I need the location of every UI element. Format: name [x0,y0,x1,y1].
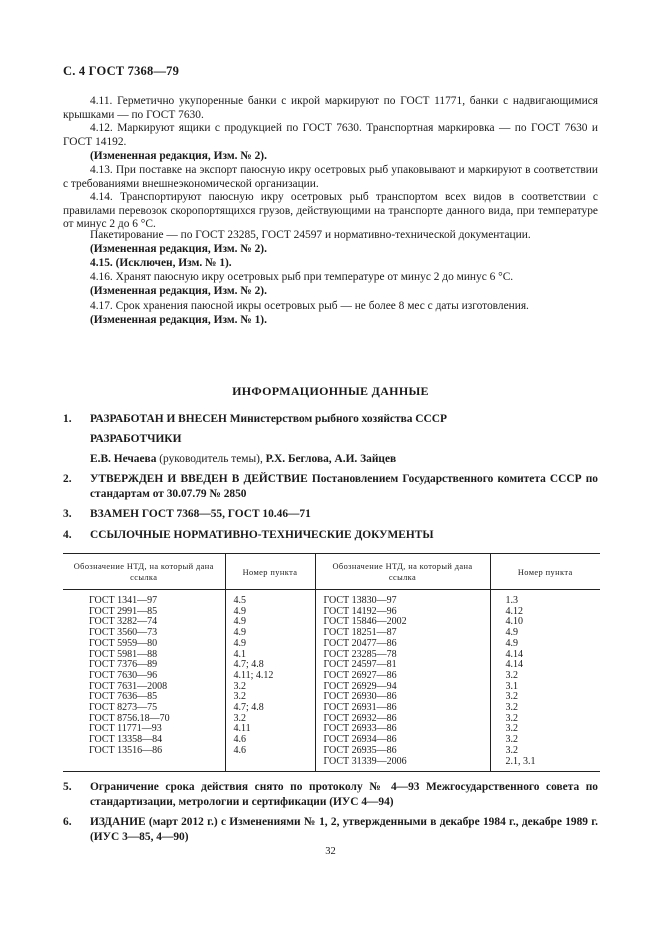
revision-note: (Измененная редакция, Изм. № 2). [90,243,267,255]
table-cell-doc: ГОСТ 26934—86 [323,734,397,746]
left-doc-list [89,596,225,757]
section-text: Министерством рыбного хозяйства СССР [229,413,447,425]
table-cell-doc: ГОСТ 23285—78 [323,648,397,660]
table-cell-item: 3.2 [505,702,518,714]
table-cell-item: 4.7; 4.8 [233,702,264,714]
developer-role: (руководитель темы), [159,453,263,465]
section-caps: РАЗРАБОТАН И ВНЕСЕН [90,413,227,425]
table-cell-item: 1.3 [505,595,518,606]
table-cell-doc: ГОСТ 26927—86 [323,669,397,681]
info-section-1 [63,412,598,427]
info-section-4 [63,528,598,543]
page-number: 32 [325,846,336,857]
revision-note: (Измененная редакция, Изм. № 2). [90,285,267,297]
table-cell-doc: ГОСТ 26935—86 [323,744,397,756]
info-section-3 [63,507,598,522]
col-header-doc: Обозначение НТД, на который дана ссылка [63,554,225,590]
para-4-11: 4.11. Герметично укупоренные банки с икрой маркируют по ГОСТ 11771, банки с надвигающимися крышками — по ГОСТ 7630. [63,95,598,121]
table-cell-item: 4.12 [505,605,523,617]
section-number: 6. [63,816,72,828]
table-cell-doc: ГОСТ 5981—88 [89,648,158,660]
table-cell-item: 4.10 [505,616,523,628]
col-header-item: Номер пункта [490,554,600,590]
table-cell-doc: ГОСТ 2991—85 [89,605,158,617]
right-doc-list [324,596,490,767]
table-cell-item: 4.5 [233,595,246,606]
section-text: ССЫЛОЧНЫЕ НОРМАТИВНО-ТЕХНИЧЕСКИЕ ДОКУМЕНТЫ [90,529,434,541]
table-cell-doc: ГОСТ 7376—89 [89,659,158,671]
reference-table [63,553,600,772]
table-cell-doc: ГОСТ 7631—2008 [89,680,168,692]
table-cell-item: 2.1, 3.1 [505,755,536,767]
table-cell-doc: ГОСТ 24597—81 [323,659,397,671]
table-cell-doc: ГОСТ 1341—97 [89,595,158,606]
section-number: 4. [63,529,72,541]
info-section-5 [63,780,598,810]
col-header-item: Номер пункта [225,554,315,590]
table-cell-item: 3.2 [233,680,246,692]
table-cell-item: 3.2 [233,691,246,703]
table-cell-item: 4.1 [233,648,246,660]
developer-names: Р.Х. Беглова, А.И. Зайцев [265,453,397,465]
table-cell-item: 4.9 [505,637,518,649]
table-cell-item: 3.2 [505,712,518,724]
table-cell-doc: ГОСТ 26933—86 [323,723,397,735]
table-cell-item: 4.9 [233,637,246,649]
table-cell-doc: ГОСТ 3560—73 [89,627,158,639]
developer-name: Е.В. Нечаева [90,453,157,465]
developers-heading: РАЗРАБОТЧИКИ [90,433,182,445]
table-cell-doc: ГОСТ 5959—80 [89,637,158,649]
table-cell-item: 4.9 [233,616,246,628]
table-cell-doc: ГОСТ 26930—86 [323,691,397,703]
table-cell-item: 3.2 [505,723,518,735]
info-title: ИНФОРМАЦИОННЫЕ ДАННЫЕ [232,384,429,398]
para-4-17: 4.17. Срок хранения паюсной икры осетровых рыб — не более 8 мес с даты изготовления. [90,300,529,312]
table-cell-item: 3.2 [505,744,518,756]
table-cell-doc: ГОСТ 13830—97 [323,595,397,606]
table-cell-item: 4.9 [233,605,246,617]
table-cell-item: 4.9 [505,627,518,639]
info-section-6 [63,815,598,845]
para-4-12: 4.12. Маркируют ящики с продукцией по ГОСТ 7630. Транспортная маркировка — по ГОСТ 7630 и ГОСТ 14192. [63,122,598,148]
table-cell-doc: ГОСТ 26931—86 [323,702,397,714]
info-section-2 [63,472,598,502]
table-cell-item: 3.2 [505,691,518,703]
table-cell-item: 3.2 [505,734,518,746]
table-cell-doc: ГОСТ 13516—86 [89,744,163,756]
table-cell-item: 3.2 [233,712,246,724]
section-text: ВЗАМЕН ГОСТ 7368—55, ГОСТ 10.46—71 [90,508,311,520]
para-4-16: 4.16. Хранят паюсную икру осетровых рыб при температуре от минус 2 до минус 6 °С. [90,271,514,283]
table-cell-doc: ГОСТ 15846—2002 [323,616,407,628]
table-cell-doc: ГОСТ 7630—96 [89,669,158,681]
section-text: Постановлением Государственного комитета СССР по стандартам от 30.07.79 № 2850 [90,473,598,500]
table-cell-doc: ГОСТ 26929—94 [323,680,397,692]
para-4-14-packaging: Пакетирование — по ГОСТ 23285, ГОСТ 24597 и нормативно-технической документации. [90,229,531,241]
right-item-list [506,596,601,767]
table-cell-doc: ГОСТ 20477—86 [323,637,397,649]
table-cell-item: 4.7; 4.8 [233,659,264,671]
table-cell-item: 3.1 [505,680,518,692]
table-cell-item: 4.14 [505,659,523,671]
page-header: С. 4 ГОСТ 7368—79 [63,64,180,78]
section-caps: УТВЕРЖДЕН И ВВЕДЕН В ДЕЙСТВИЕ [90,473,308,485]
table-cell-item: 4.11 [233,723,251,735]
table-cell-item: 4.6 [233,734,246,746]
developers-list [63,452,598,467]
table-cell-doc: ГОСТ 31339—2006 [323,755,407,767]
table-cell-item: 3.2 [505,669,518,681]
table-cell-item: 4.11; 4.12 [233,669,274,681]
para-4-15: 4.15. (Исключен, Изм. № 1). [90,257,232,269]
table-cell-doc: ГОСТ 26932—86 [323,712,397,724]
table-cell-item: 4.9 [233,627,246,639]
table-cell-doc: ГОСТ 18251—87 [323,627,397,639]
developers [63,432,598,447]
para-4-14: 4.14. Транспортируют паюсную икру осетровых рыб транспортом всех видов в соответствии с правилами перевозок скоропортящихся грузов, действующими на транспорте данного вида, при температуре от минус 2 до 6 °С. [63,191,598,231]
section-number: 5. [63,781,72,793]
table-cell-doc: ГОСТ 11771—93 [89,723,162,735]
col-header-doc: Обозначение НТД, на который дана ссылка [315,554,490,590]
section-text: ИЗДАНИЕ (март 2012 г.) с Изменениями № 1, 2, утвержденными в декабре 1984 г., декабре 1989 г. (ИУС 3—85, 4—90) [90,816,598,843]
table-cell-doc: ГОСТ 8273—75 [89,702,158,714]
table-cell-item: 4.14 [505,648,523,660]
table-cell-item: 4.6 [233,744,246,756]
left-item-list [234,596,315,757]
table-cell-doc: ГОСТ 13358—84 [89,734,163,746]
section-number: 3. [63,508,72,520]
revision-note: (Измененная редакция, Изм. № 2). [90,150,267,162]
para-4-13: 4.13. При поставке на экспорт паюсную икру осетровых рыб упаковывают и маркируют в соответствии с требованиями внешнеэкономической организации. [63,164,598,190]
table-cell-doc: ГОСТ 8756.18—70 [89,712,170,724]
section-text: Ограничение срока действия снято по протоколу № 4—93 Межгосударственного совета по стандартизации, метрологии и сертификации (ИУС 4—94) [90,781,598,808]
table-cell-doc: ГОСТ 14192—96 [323,605,397,617]
section-number: 1. [63,413,72,425]
table-cell-doc: ГОСТ 3282—74 [89,616,158,628]
section-number: 2. [63,473,72,485]
revision-note: (Измененная редакция, Изм. № 1). [90,314,267,326]
table-cell-doc: ГОСТ 7636—85 [89,691,158,703]
